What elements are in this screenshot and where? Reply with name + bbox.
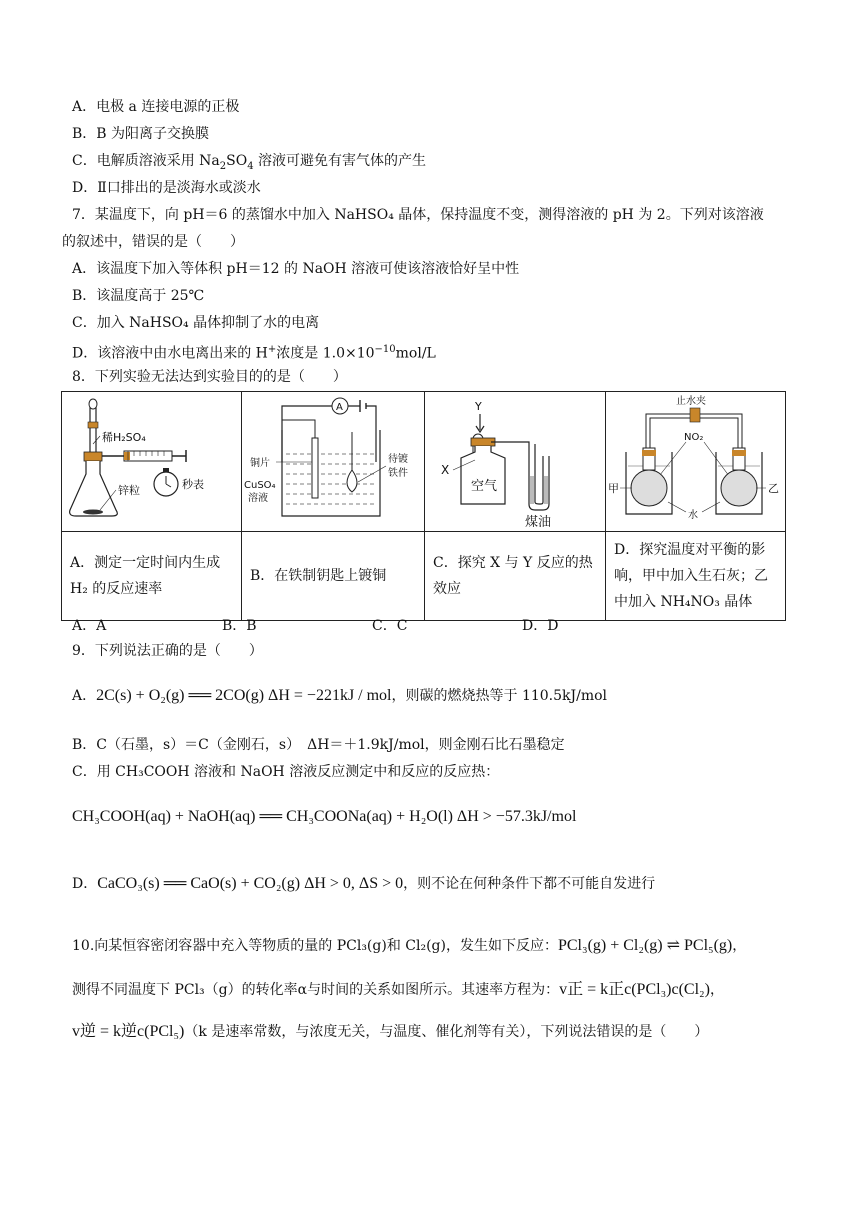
figure-c-heat-effect-apparatus — [425, 392, 604, 527]
q8-choice-d: D．D — [522, 618, 559, 634]
q8-choices — [72, 615, 772, 635]
figure-a-flask-apparatus — [62, 392, 240, 527]
q9-option-a: A．2C(s) + O₂(g) ══ 2CO(g) ΔH = −221kJ / mol，则碳的燃烧热等于 110.5kJ/mol — [72, 687, 608, 704]
caption-c: C．探究 X 与 Y 反应的热 效应 — [425, 532, 606, 621]
label-water: 水 — [688, 510, 698, 521]
q8-stem: 8．下列实验无法达到实验目的的是（ ） — [72, 369, 347, 385]
label-dilute-sulfuric-acid: 稀H₂SO₄ — [102, 431, 146, 444]
label-stopwatch: 秒表 — [182, 478, 204, 491]
q8-choice-a: A．A — [72, 618, 107, 634]
q9-option-c: C．用 CH₃COOH 溶液和 NaOH 溶液反应测定中和反应的反应热： — [72, 764, 500, 780]
q9-option-d: D．CaCO₃(s) ══ CaO(s) + CO₂(g) ΔH > 0, ΔS > 0，则不论在何种条件下都不可能自发进行 — [72, 875, 656, 892]
label-solution: 溶液 — [248, 493, 268, 504]
label-air: 空气 — [471, 479, 498, 494]
q10-line1: 10.向某恒容密闭容器中充入等物质的量的 PCl₃(g)和 Cl₂(g)，发生如下反应：PCl₃(g) + Cl₂(g) ⇌ PCl₅(g)， — [72, 937, 747, 954]
figure-a-cell — [62, 392, 242, 532]
figure-b-cell — [242, 392, 425, 532]
figure-d-no2-equilibrium-apparatus — [606, 392, 784, 527]
label-kerosene: 煤油 — [525, 515, 552, 527]
label-clamp: 止水夹 — [676, 396, 706, 407]
q7-option-b: B．该温度高于 25℃ — [72, 288, 205, 304]
q7-stem-line2: 的叙述中，错误的是（ ） — [62, 234, 244, 250]
q8-experiment-table — [61, 391, 786, 621]
q8-choice-c: C．C — [372, 618, 408, 634]
q9-stem: 9．下列说法正确的是（ ） — [72, 643, 263, 659]
figure-c-cell — [425, 392, 606, 532]
q6-option-d: D．Ⅱ口排出的是淡海水或淡水 — [72, 180, 261, 196]
q7-option-d: D．该溶液中由水电离出来的 H+浓度是 $1.0\times 10^{-10}mol/L$ — [72, 344, 436, 362]
q6-option-a: A．电极 a 连接电源的正极 — [72, 99, 240, 115]
label-x: X — [441, 463, 450, 477]
ammeter-label: A — [336, 402, 343, 413]
label-copper-plate: 铜片 — [250, 458, 270, 469]
label-y: Y — [475, 400, 482, 413]
q9-option-b: B．C（石墨，s）＝C（金刚石，s） ΔH＝＋1.9kJ/mol，则金刚石比石墨稳定 — [72, 737, 565, 753]
caption-b: B．在铁制钥匙上镀铜 — [242, 532, 425, 621]
q7-option-a: A．该温度下加入等体积 pH＝12 的 NaOH 溶液可使该溶液恰好呈中性 — [72, 261, 520, 277]
figure-b-electroplating-apparatus — [242, 392, 423, 527]
q6-option-b: B．B 为阳离子交换膜 — [72, 126, 210, 142]
q9-option-c-equation: CH₃COOH(aq) + NaOH(aq) ══ CH₃COONa(aq) + H₂O(l) ΔH > −57.3kJ/mol — [72, 808, 577, 825]
label-yi: 乙 — [768, 482, 779, 495]
label-jia: 甲 — [608, 482, 619, 495]
q7-stem-line1: 7．某温度下，向 pH＝6 的蒸馏水中加入 NaHSO₄ 晶体，保持温度不变，测得溶液的 pH 为 2。下列对该溶液 — [72, 207, 764, 223]
caption-d: D．探究温度对平衡的影 响，甲中加入生石灰；乙 中加入 NH₄NO₃ 晶体 — [606, 532, 786, 621]
q10-line3: v逆 = k逆c(PCl₅)（k 是速率常数，与浓度无关，与温度、催化剂等有关），下列说法错误的是（ ） — [72, 1023, 709, 1040]
label-no2: NO₂ — [684, 432, 704, 443]
label-cuso4: CuSO₄ — [244, 480, 276, 491]
label-to-be-plated: 待镀 — [388, 454, 408, 465]
caption-a: A．测定一定时间内生成 H₂ 的反应速率 — [62, 532, 242, 621]
figure-d-cell — [606, 392, 786, 532]
q7-option-c: C．加入 NaHSO₄ 晶体抑制了水的电离 — [72, 315, 320, 331]
q6-option-c: C．电解质溶液采用 $Na_2SO_4$ 溶液可避免有害气体的产生 — [72, 153, 427, 172]
q8-choice-b: B．B — [222, 618, 257, 634]
q10-line2: 测得不同温度下 PCl₃（g）的转化率α与时间的关系如图所示。其速率方程为：v正 = k正c(PCl₃)c(Cl₂)， — [72, 981, 724, 998]
label-iron-part: 铁件 — [388, 468, 408, 479]
label-zinc: 锌粒 — [118, 484, 140, 497]
